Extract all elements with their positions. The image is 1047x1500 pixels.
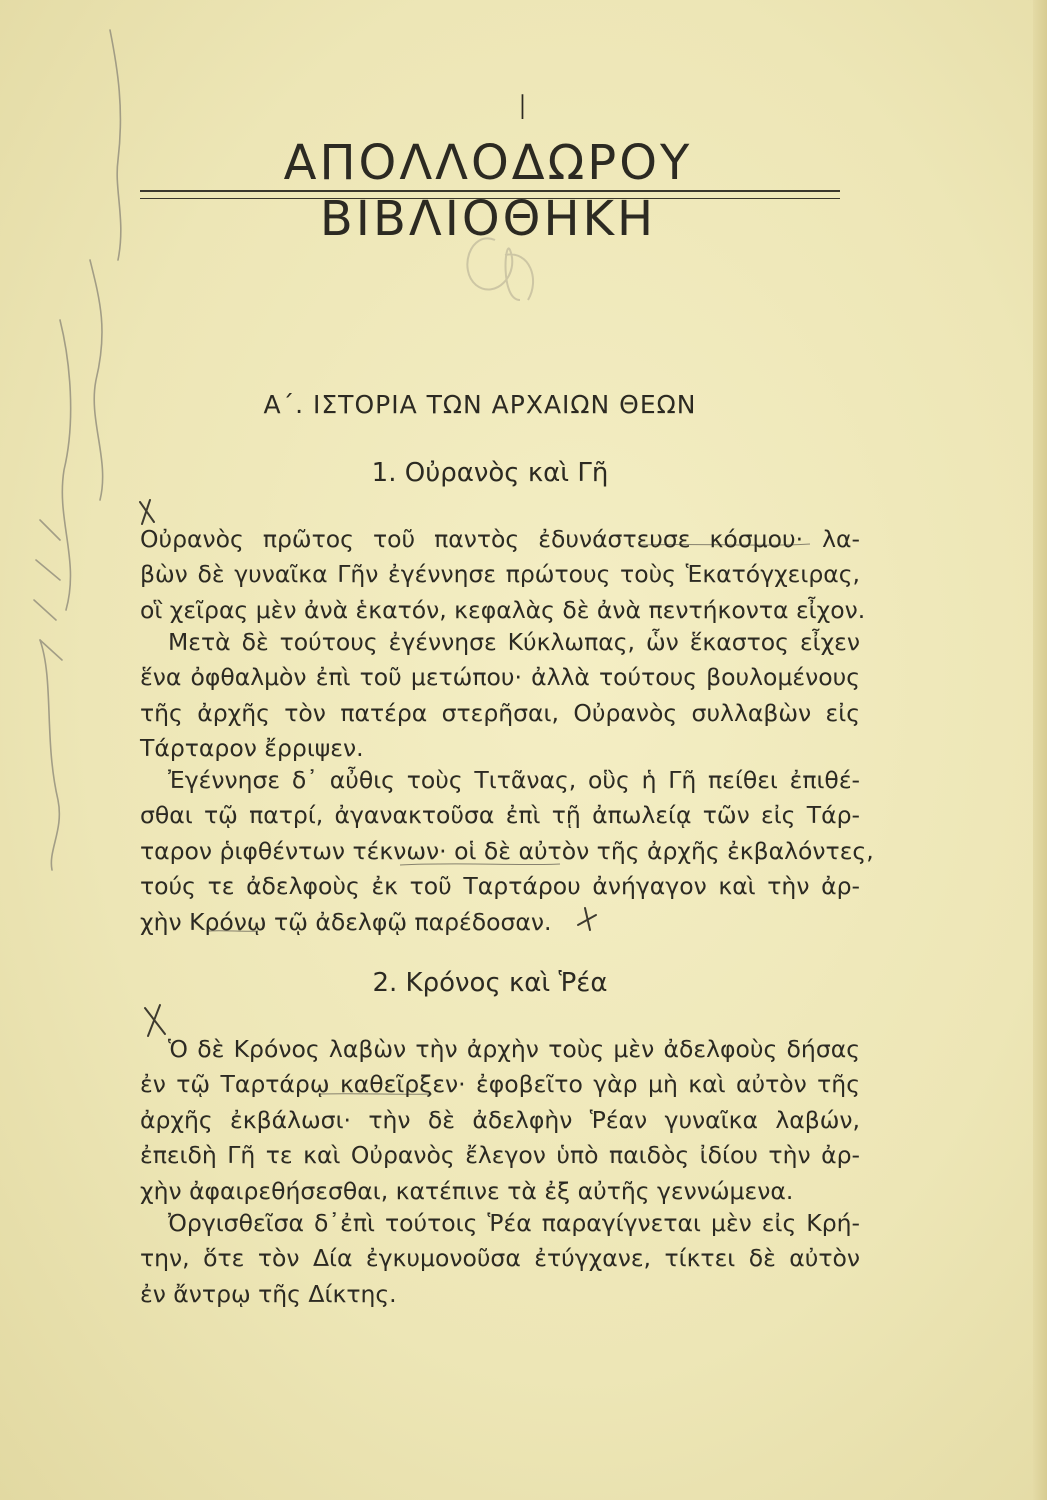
paragraph-2 xyxy=(140,625,860,767)
text-line: ἐπειδὴ Γῆ τε καὶ Οὐρανὸς ἔλεγον ὑπὸ παιδὸς ἰδίου τὴν ἀρ- xyxy=(140,1141,860,1170)
section-title: Α΄. ΙΣΤΟΡΙΑ ΤΩΝ ΑΡΧΑΙΩΝ ΘΕΩΝ xyxy=(263,390,697,419)
subsection-heading-1: 1. Οὐρανὸς καὶ Γῆ xyxy=(371,458,609,488)
text-line: Μετὰ δὲ τούτους ἐγέννησε Κύκλωπας, ὧν ἕκαστος εἶχεν xyxy=(168,628,860,656)
book-title: ΑΠΟΛΛΟΔΩΡΟΥ ΒΙΒΛΙΟΘΗΚΗ xyxy=(283,135,693,247)
text-line: οἳ χεῖρας μὲν ἀνὰ ἑκατόν, κεφαλὰς δὲ ἀνὰ πεντήκοντα εἶχον. xyxy=(140,595,866,624)
subsection-heading-2: 2. Κρόνος καὶ Ῥέα xyxy=(372,968,608,998)
text-line: βὼν δὲ γυναῖκα Γῆν ἐγέννησε πρώτους τοὺς Ἑκατόγχειρας, xyxy=(140,560,860,589)
text-line: ἐν ἄντρῳ τῆς Δίκτης. xyxy=(140,1279,397,1308)
paragraph-1 xyxy=(140,522,866,628)
paragraph-3 xyxy=(140,763,874,940)
title-rule-thin xyxy=(140,198,840,199)
text-line: τῆς ἀρχῆς τὸν πατέρα στερῆσαι, Οὐρανὸς συλλαβὼν εἰς xyxy=(140,698,860,727)
text-line: Τάρταρον ἔρριψεν. xyxy=(140,734,364,763)
text-line: ταρον ῥιφθέντων τέκνων· οἱ δὲ αὐτὸν τῆς ἀρχῆς ἐκβαλόντες, xyxy=(140,836,874,865)
text-line: Ὁ δὲ Κρόνος λαβὼν τὴν ἀρχὴν τοὺς μὲν ἀδελφοὺς δήσας xyxy=(168,1035,860,1063)
text-line: χὴν Κρόνῳ τῷ ἀδελφῷ παρέδοσαν. xyxy=(140,907,552,936)
title-rule-thick xyxy=(140,190,840,192)
text-line: τούς τε ἀδελφοὺς ἐκ τοῦ Ταρτάρου ἀνήγαγον καὶ τὴν ἀρ- xyxy=(140,872,860,901)
text-line: Ὀργισθεῖσα δ᾽ἐπὶ τούτοις Ῥέα παραγίγνεται μὲν εἰς Κρή- xyxy=(168,1209,860,1237)
text-line: σθαι τῷ πατρί, ἀγανακτοῦσα ἐπὶ τῇ ἀπωλείᾳ τῶν εἰς Τάρ- xyxy=(140,801,860,830)
chapter-number: Ι xyxy=(517,88,530,128)
text-line: ἐν τῷ Ταρτάρῳ καθεῖρξεν· ἐφοβεῖτο γὰρ μὴ καὶ αὐτὸν τῆς xyxy=(140,1070,860,1099)
paragraph-4 xyxy=(140,1032,860,1209)
text-line: Οὐρανὸς πρῶτος τοῦ παντὸς ἐδυνάστευσε κόσμου· λα- xyxy=(140,525,860,553)
text-line: Ἐγέννησε δ᾽ αὖθις τοὺς Τιτᾶνας, οὓς ἡ Γῆ πείθει ἐπιθέ- xyxy=(168,766,860,794)
text-line: ἕνα ὀφθαλμὸν ἐπὶ τοῦ μετώπου· ἀλλὰ τούτους βουλομένους xyxy=(140,663,860,692)
text-line: την, ὅτε τὸν Δία ἐγκυμονοῦσα ἐτύγχανε, τίκτει δὲ αὐτὸν xyxy=(140,1244,860,1273)
text-line: ἀρχῆς ἐκβάλωσι· τὴν δὲ ἀδελφὴν Ῥέαν γυναῖκα λαβών, xyxy=(140,1105,860,1134)
text-line: χὴν ἀφαιρεθήσεσθαι, κατέπινε τὰ ἐξ αὐτῆς γεννώμενα. xyxy=(140,1176,794,1205)
paragraph-5 xyxy=(140,1206,860,1312)
page-edge xyxy=(1033,0,1047,1500)
